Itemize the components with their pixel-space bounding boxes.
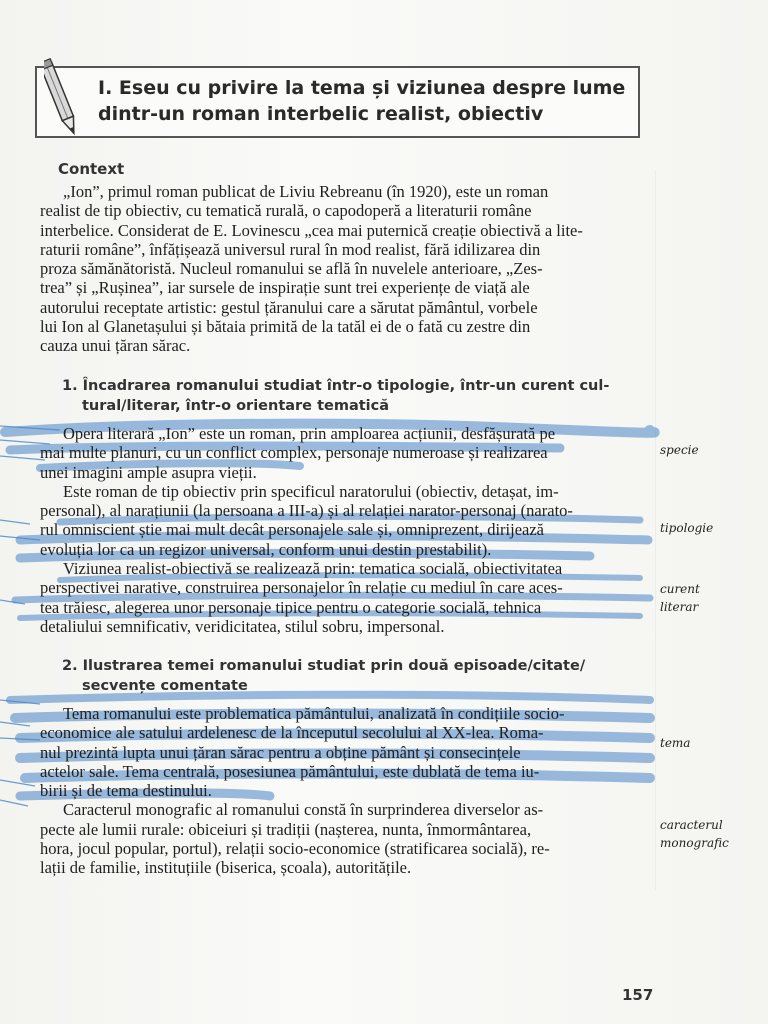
section-2-paragraph (40, 704, 648, 878)
text-line: Viziunea realist-obiectivă se realizează prin: tematica socială, obiectivitatea (63, 559, 563, 579)
text-line: lui Ion al Glanetașului și bătaia primită de la tatăl ei de o fată cu zestre din (40, 317, 531, 337)
section-2-heading (62, 656, 652, 696)
title-line: I. Eseu cu privire la tema și viziunea despre lume (98, 77, 626, 99)
text-line: unei imagini ample asupra vieții. (40, 462, 257, 482)
text-line: actelor sale. Tema centrală, posesiunea pământului, este dublată de tema iu- (40, 761, 540, 781)
text-line: mai multe planuri, cu un conflict complex, personaje numeroase și realizarea (40, 443, 548, 463)
text-line: birii și de tema destinului. (40, 781, 212, 801)
text-line: perspectivei narative, construirea personajelor în relație cu mediul în care aces- (40, 578, 563, 598)
margin-note-literar: literar (660, 600, 699, 614)
heading-line: tural/literar, într-o orientare tematică (82, 398, 390, 414)
section-1-heading (62, 376, 652, 416)
text-line: interbelice. Considerat de E. Lovinescu „cea mai puternică creație obiectivă a lite- (40, 220, 583, 240)
text-line: pecte ale lumii rurale: obiceiuri și tradiții (nașterea, nunta, înmormântarea, (40, 819, 532, 839)
margin-note-monografic: monografic (660, 836, 729, 850)
page-number: 157 (622, 986, 654, 1004)
text-line: economice ale satului ardelenesc de la începutul secolului al XX-lea. Roma- (40, 723, 544, 743)
heading-line: 2. Ilustrarea temei romanului studiat prin două episoade/citate/ (62, 658, 586, 674)
text-line: evoluția lor ca un regizor universal, conform unui destin prestabilit). (40, 539, 492, 559)
margin-line (655, 170, 656, 890)
text-line: autorului receptate artistic: gestul țăranului care a sărutat pământul, vorbele (40, 297, 538, 317)
margin-note-tipologie: tipologie (660, 521, 714, 535)
text-line: Este roman de tip obiectiv prin specificul naratorului (obiectiv, detașat, im- (63, 481, 559, 501)
context-paragraph (40, 182, 648, 356)
text-line: Opera literară „Ion” este un roman, prin amploarea acțiunii, desfășurată pe (63, 424, 556, 443)
context-heading: Context (58, 160, 125, 178)
text-line: tea trăiesc, alegerea unor personaje tipice pentru o categorie socială, tehnica (40, 597, 542, 617)
text-line: Caracterul monografic al romanului constă în surprinderea diverselor as- (63, 800, 544, 820)
text-line: detaliului semnificativ, veridicitatea, stilul sobru, impersonal. (40, 616, 445, 636)
margin-note-caracterul: caracterul (660, 818, 723, 832)
heading-line: 1. Încadrarea romanului studiat într-o tipologie, într-un curent cul- (62, 378, 610, 394)
heading-line: secvențe comentate (82, 678, 248, 694)
page-title (98, 75, 633, 127)
text-line: personal), al narațiunii (la persoana a III-a) și al relației narator-personaj (narato- (40, 501, 573, 521)
text-line: hora, jocul popular, portul), relații socio-economice (stratificarea socială), re- (40, 839, 550, 859)
section-1-paragraph (40, 424, 648, 636)
title-line: dintr-un roman interbelic realist, obiectiv (98, 103, 544, 125)
text-line: realist de tip obiectiv, cu tematică rurală, o capodoperă a literaturii române (40, 201, 532, 221)
text-line: raturii române”, înfățișează universul rural în mod realist, fără idilizarea din (40, 239, 541, 259)
margin-note-curent: curent (660, 582, 700, 596)
text-line: cauza unui țăran sărac. (40, 336, 191, 356)
margin-note-tema: tema (660, 736, 691, 750)
pencil-icon (44, 58, 76, 140)
text-line: trea” și „Rușinea”, iar sursele de inspirație sunt trei experiențe de viață ale (40, 278, 530, 298)
text-line: lații de familie, instituțiile (biserica, școala), autoritățile. (40, 858, 412, 878)
text-line: Tema romanului este problematica pământului, analizată în condițiile socio- (63, 704, 565, 723)
text-line: nul prezintă lupta unui țăran sărac pentru a obține pământ și consecințele (40, 742, 521, 762)
text-line: proza sămănătoristă. Nucleul romanului se află în nuvelele anterioare, „Zes- (40, 259, 543, 279)
text-line: rul omniscient știe mai mult decât personajele sale și, omniprezent, dirijează (40, 520, 544, 540)
text-line: „Ion”, primul roman publicat de Liviu Rebreanu (în 1920), este un roman (63, 182, 549, 201)
margin-note-specie: specie (660, 443, 699, 457)
